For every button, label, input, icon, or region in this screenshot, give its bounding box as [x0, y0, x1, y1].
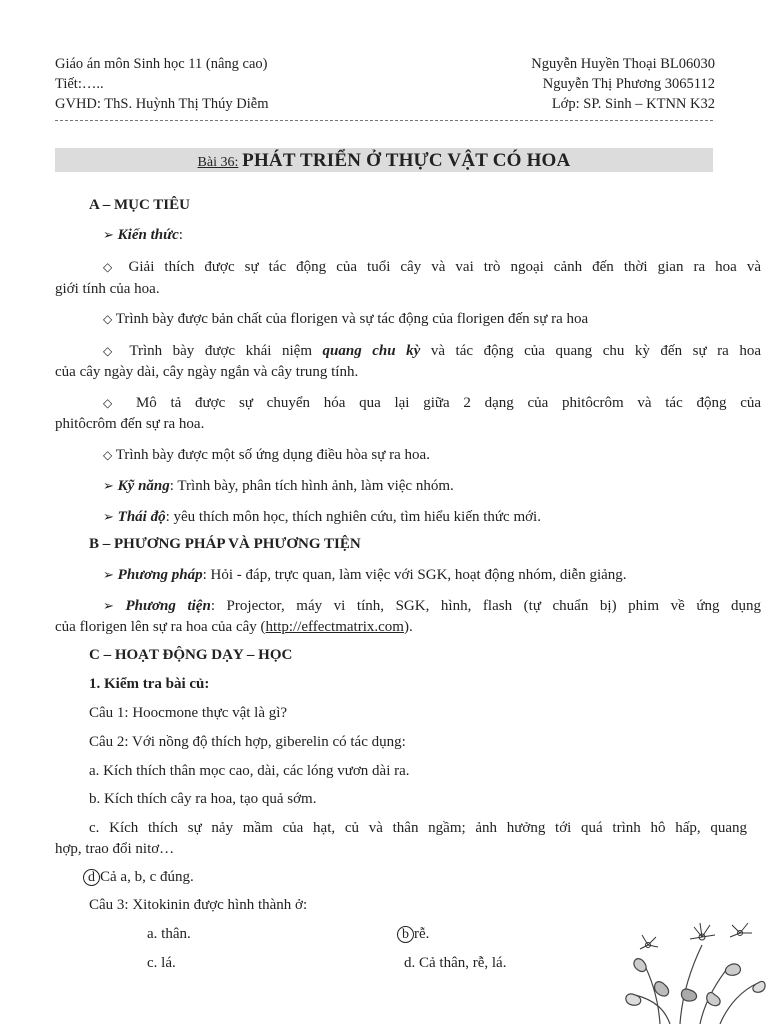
objective-1-cont: giới tính của hoa.: [55, 281, 160, 297]
lesson-number: Bài 36:: [197, 155, 239, 170]
section-a-heading: A – MỤC TIÊU: [89, 197, 190, 213]
question-2-option-c: c. Kích thích sự nảy mầm của hạt, củ và thân ngầm; ảnh hưởng tới quá trình hô hấp, quang: [89, 820, 747, 836]
method-label: Phương pháp: [117, 567, 203, 583]
diamond-bullet-icon: ◇: [103, 260, 119, 274]
subsection-1-heading: 1. Kiểm tra bài củ:: [89, 676, 210, 692]
attitude-line: [55, 506, 761, 529]
objective-4-text: Mô tả được sự chuyển hóa qua lại giữa 2 dạng của phitôcrôm và tác động của: [135, 395, 762, 411]
diamond-bullet-icon: ◇: [103, 344, 120, 358]
objective-3-text-post: và tác động của quang chu kỳ đến sự ra hoa: [420, 343, 762, 359]
question-3-option-b-text: rễ.: [414, 926, 430, 942]
question-3-option-c: c. lá.: [147, 955, 176, 971]
question-2-option-d-text: Cả a, b, c đúng.: [100, 869, 194, 885]
objective-3-cont: của cây ngày dài, cây ngày ngắn và cây trung tính.: [55, 364, 359, 380]
objective-3-text-pre: Trình bày được khái niệm: [129, 343, 323, 359]
lesson-title-bar: [55, 148, 713, 172]
objective-2-text: Trình bày được bản chất của florigen và sự tác động của florigen đến sự ra hoa: [115, 311, 589, 327]
question-3: Câu 3: Xitokinin được hình thành ở:: [89, 897, 308, 913]
question-2-option-c-cont: hợp, trao đổi nitơ…: [55, 841, 175, 857]
means-text: : Projector, máy vi tính, SGK, hình, flash (tự chuẩn bị) phim về ứng dụng: [210, 598, 762, 614]
answer-circle-marker: b: [397, 926, 414, 943]
diamond-bullet-icon: ◇: [103, 312, 113, 326]
skills-line: [55, 475, 761, 498]
question-2-option-b: b. Kích thích cây ra hoa, tạo quả sớm.: [89, 791, 317, 807]
objective-3: [55, 340, 761, 362]
method-text: : Hỏi - đáp, trực quan, làm việc với SGK, hoạt động nhóm, diễn giảng.: [202, 567, 627, 583]
question-2-option-d: [83, 866, 741, 888]
lesson-title: PHÁT TRIỂN Ở THỰC VẬT CÓ HOA: [242, 150, 571, 171]
arrow-bullet-icon: ➢: [103, 599, 114, 614]
means-cont-post: ).: [403, 619, 413, 635]
diamond-bullet-icon: ◇: [103, 396, 123, 410]
means-label: Phương tiện: [125, 598, 211, 614]
header-author-2: Nguyễn Thị Phương 3065112: [542, 76, 715, 92]
knowledge-label: Kiến thức: [117, 227, 179, 243]
question-3-option-a: a. thân.: [147, 926, 191, 942]
question-3-option-d: d. Cả thân, rễ, lá.: [404, 955, 507, 971]
attitude-text: : yêu thích môn học, thích nghiên cứu, tìm hiểu kiến thức mới.: [165, 509, 541, 525]
objective-4-cont: phitôcrôm đến sự ra hoa.: [55, 416, 205, 432]
flower-illustration: [620, 915, 768, 1024]
effectmatrix-link[interactable]: http://effectmatrix.com: [265, 619, 404, 635]
header-course: Giáo án môn Sinh học 11 (nâng cao): [55, 56, 268, 72]
section-c-heading: C – HOẠT ĐỘNG DẠY – HỌC: [89, 647, 293, 663]
arrow-bullet-icon: ➢: [103, 228, 114, 243]
header-period: Tiết:…..: [55, 76, 104, 92]
knowledge-line: ➢ Kiến thức:: [103, 227, 183, 243]
means-line: [55, 595, 761, 618]
question-3-option-b: [397, 923, 597, 945]
attitude-label: Thái độ: [117, 509, 166, 525]
skills-label: Kỹ năng: [117, 478, 170, 494]
arrow-bullet-icon: ➢: [103, 479, 114, 494]
answer-circle-marker: d: [83, 869, 100, 886]
means-cont: [55, 616, 713, 638]
objective-5: [55, 444, 761, 466]
objective-2: [55, 308, 761, 330]
header-class: Lớp: SP. Sinh – KTNN K32: [551, 96, 715, 112]
header-supervisor: GVHD: ThS. Huỳnh Thị Thúy Diễm: [55, 96, 269, 112]
objective-4: [55, 392, 761, 414]
question-2: Câu 2: Với nồng độ thích hợp, giberelin có tác dụng:: [89, 734, 406, 750]
objective-1-text: Giải thích được sự tác động của tuổi cây và vai trò ngoại cảnh đến thời gian ra hoa và: [128, 259, 761, 275]
arrow-bullet-icon: ➢: [103, 568, 114, 583]
objective-1: [55, 256, 761, 278]
means-cont-pre: của florigen lên sự ra hoa của cây (: [55, 619, 266, 635]
header-divider: [55, 120, 713, 121]
question-2-option-a: a. Kích thích thân mọc cao, dài, các lóng vươn dài ra.: [89, 763, 410, 779]
arrow-bullet-icon: ➢: [103, 510, 114, 525]
question-1: Câu 1: Hoocmone thực vật là gì?: [89, 705, 288, 721]
diamond-bullet-icon: ◇: [103, 448, 113, 462]
section-b-heading: B – PHƯƠNG PHÁP VÀ PHƯƠNG TIỆN: [89, 536, 361, 552]
skills-text: : Trình bày, phân tích hình ảnh, làm việc nhóm.: [169, 478, 454, 494]
header-author-1: Nguyễn Huyền Thoại BL06030: [531, 56, 715, 72]
term-photoperiod: quang chu kỳ: [322, 343, 421, 359]
method-line: [55, 564, 761, 587]
objective-5-text: Trình bày được một số ứng dụng điều hòa sự ra hoa.: [115, 447, 430, 463]
